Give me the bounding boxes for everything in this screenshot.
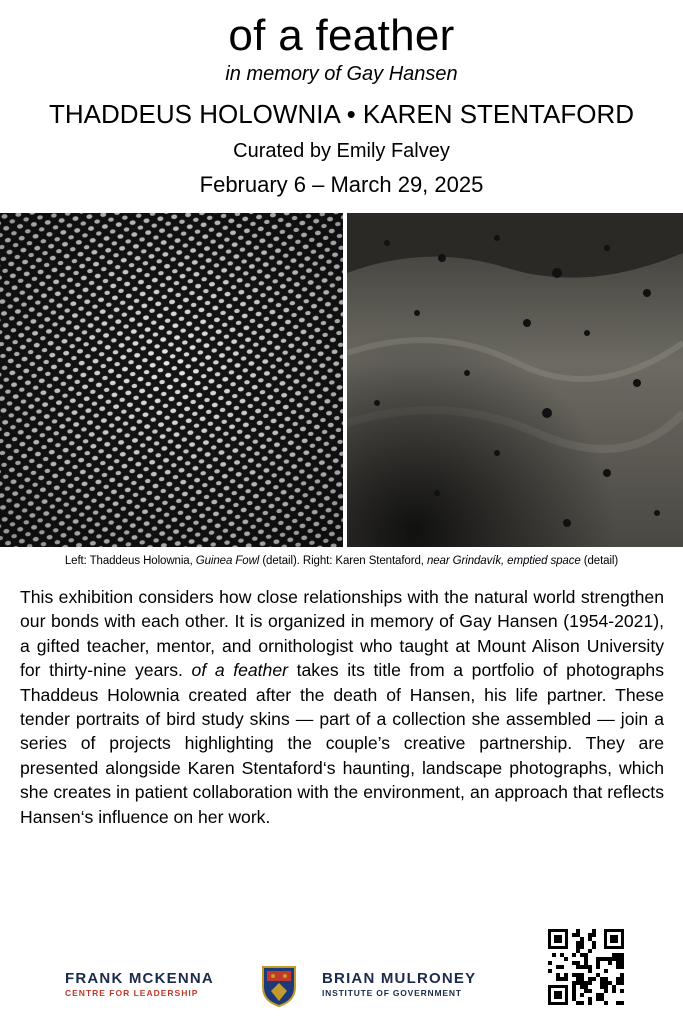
image-caption bbox=[0, 553, 683, 569]
frank-mckenna-logo bbox=[65, 970, 214, 999]
caption-left-prefix: Left: Thaddeus Holownia, bbox=[64, 555, 196, 567]
exhibition-description bbox=[20, 585, 664, 829]
caption-right-title: near Grindavík, emptied space bbox=[426, 555, 581, 567]
caption-right-suffix: (detail) bbox=[580, 555, 619, 567]
description-part-1: This exhibition considers how close relationships with the natural world strengthen our bonds with each other. It is organized in memory of Gay Hansen (1954-2021), a gifted teacher, mentor, and ornithologist who taught at Mount Alison University for thirty-nine years. bbox=[20, 587, 664, 681]
curator-line: Curated by Emily Falvey bbox=[233, 140, 450, 162]
artists-line: THADDEUS HOLOWNIA • KAREN STENTAFORD bbox=[48, 99, 634, 129]
brian-mulroney-subtitle: INSTITUTE OF GOVERNMENT bbox=[322, 988, 462, 998]
exhibition-dates: February 6 – March 29, 2025 bbox=[199, 172, 484, 197]
frank-mckenna-subtitle: CENTRE FOR LEADERSHIP bbox=[65, 988, 199, 998]
description-part-2: takes its title from a portfolio of photographs Thaddeus Holownia created after the death of Hansen, his life partner. These tender portraits of bird study skins — part of a collection she assembled — join a series of projects highlighting the couple’s creative partnership. They are presented alongside Karen Stentaford‘s haunting, landscape photographs, which she creates in patient collaboration with the environment, an approach that reflects Hansen‘s influence on her work. bbox=[20, 660, 664, 827]
caption-left-suffix: (detail). Right: Karen Stentaford, bbox=[259, 555, 427, 567]
caption-left-title: Guinea Fowl bbox=[195, 555, 260, 567]
exhibition-title: of a feather bbox=[228, 11, 455, 60]
qr-code[interactable] bbox=[548, 929, 624, 1005]
brian-mulroney-logo bbox=[322, 970, 476, 999]
guinea-fowl-image bbox=[0, 213, 343, 547]
frank-mckenna-name: FRANK MCKENNA bbox=[65, 970, 214, 987]
exhibition-subtitle: in memory of Gay Hansen bbox=[225, 63, 458, 85]
description-italic-title: of a feather bbox=[191, 660, 288, 681]
crest-icon bbox=[261, 965, 297, 1007]
lava-landscape-image bbox=[347, 213, 683, 547]
brian-mulroney-name: BRIAN MULRONEY bbox=[322, 970, 477, 987]
